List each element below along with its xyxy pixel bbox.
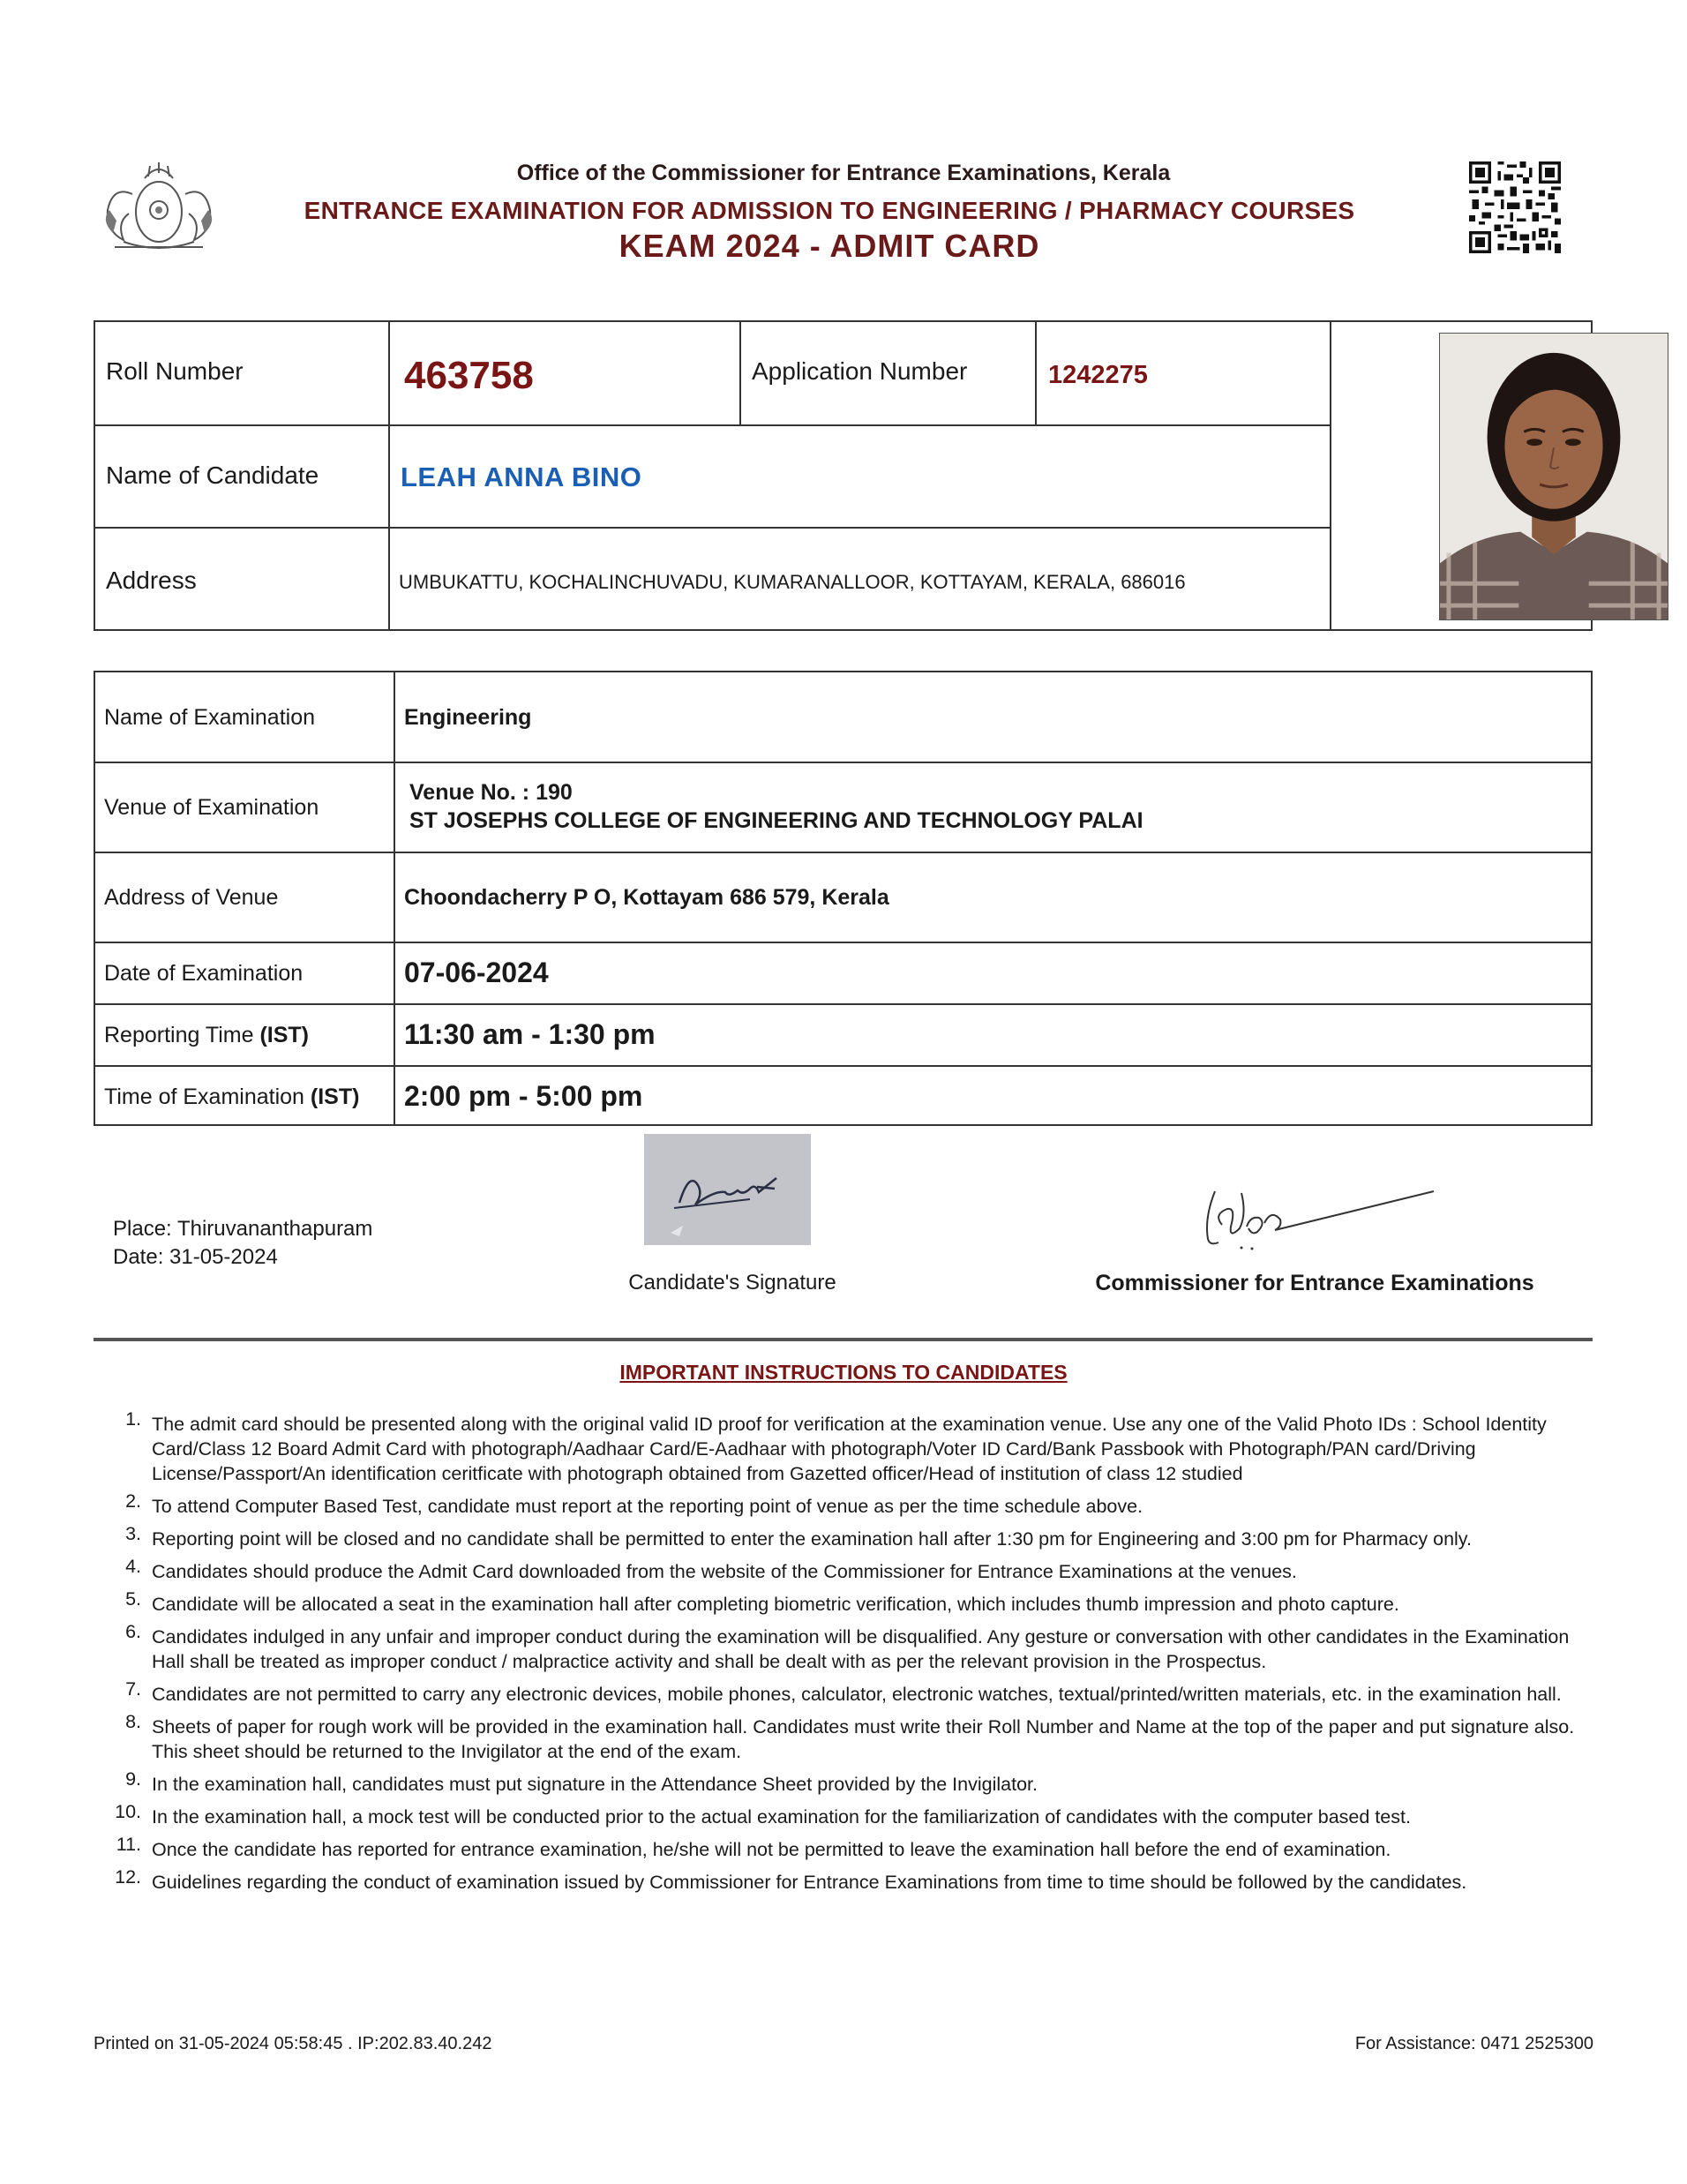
instruction-number: 12.: [115, 1866, 141, 1888]
commissioner-signature-image: [1196, 1174, 1443, 1253]
address-value: UMBUKATTU, KOCHALINCHUVADU, KUMARANALLOOR, KOTTAYAM, KERALA, 686016: [399, 571, 1186, 593]
candidate-details-table: [94, 320, 1593, 631]
venue-number: Venue No. : 190: [409, 780, 573, 805]
reporting-time-value: 11:30 am - 1:30 pm: [404, 1018, 656, 1050]
instruction-text: Once the candidate has reported for entrance examination, he/she will not be permitted to leave the examination hall before the end of examination.: [152, 1839, 1391, 1860]
instruction-item: [125, 1408, 1588, 1486]
candidate-photo: [1439, 333, 1668, 620]
exam-time-label: Time of Examination (IST): [104, 1084, 360, 1109]
instructions-list: [115, 1408, 1588, 1903]
instruction-number: 1.: [125, 1408, 141, 1430]
instruction-text: The admit card should be presented along with the original valid ID proof for verification at the examination venue. Use any one of the Valid Photo IDs : School Identity Card/Class 12 Board Admit Card with photograph/Aadhaar Card/E-Aadhaar with photograph/Voter ID Card/Bank Passbook with Photograph/PAN card/Driving License/Passport/An identification ceritficate with photograph obtained from Gazetted officer/Head of institution of class 12 studied: [152, 1414, 1547, 1484]
instruction-text: In the examination hall, a mock test will be conducted prior to the actual examination for the familiarization of candidates with the computer based test.: [152, 1806, 1411, 1828]
application-number-label: Application Number: [752, 357, 968, 385]
instruction-item: [125, 1768, 1588, 1797]
instruction-item: [115, 1866, 1588, 1895]
candidate-name-value: LEAH ANNA BINO: [401, 462, 642, 492]
date-text: Date: 31-05-2024: [113, 1245, 278, 1269]
instruction-number: 8.: [125, 1711, 141, 1732]
exam-title: ENTRANCE EXAMINATION FOR ADMISSION TO ENGINEERING / PHARMACY COURSES: [304, 197, 1355, 224]
reporting-time-label: Reporting Time (IST): [104, 1023, 310, 1047]
instruction-text: Candidate will be allocated a seat in the examination hall after completing biometric verification, which includes thumb impression and photo capture.: [152, 1594, 1399, 1615]
exam-name-label: Name of Examination: [104, 705, 316, 730]
exam-date-value: 07-06-2024: [404, 957, 549, 988]
instruction-item: [125, 1678, 1588, 1707]
instruction-text: Candidates are not permitted to carry any electronic devices, mobile phones, calculator, electronic watches, textual/printed/written materials, etc. in the examination hall.: [152, 1684, 1562, 1705]
instruction-text: In the examination hall, candidates must put signature in the Attendance Sheet provided by the Invigilator.: [152, 1774, 1038, 1795]
qr-code-icon: [1469, 161, 1561, 253]
instruction-number: 3.: [125, 1523, 141, 1544]
instruction-number: 5.: [125, 1588, 141, 1610]
address-label: Address: [106, 567, 197, 594]
place-text: Place: Thiruvananthapuram: [113, 1217, 373, 1241]
instruction-text: Reporting point will be closed and no candidate shall be permitted to enter the examination hall after 1:30 pm for Engineering and 3:00 pm for Pharmacy only.: [152, 1528, 1472, 1550]
section-divider: [94, 1338, 1593, 1341]
admit-card-title: KEAM 2024 - ADMIT CARD: [619, 228, 1040, 264]
application-number-value: 1242275: [1048, 361, 1148, 389]
instruction-item: [125, 1621, 1588, 1674]
instruction-item: [125, 1588, 1588, 1617]
instruction-number: 7.: [125, 1678, 141, 1700]
instruction-number: 11.: [116, 1834, 141, 1855]
roll-number-value: 463758: [404, 354, 534, 397]
venue-address-label: Address of Venue: [104, 885, 279, 910]
exam-time-value: 2:00 pm - 5:00 pm: [404, 1080, 643, 1112]
instruction-item: [116, 1834, 1588, 1862]
instruction-text: Guidelines regarding the conduct of examination issued by Commissioner for Entrance Examinations from time to time should be followed by the candidates.: [152, 1872, 1467, 1893]
candidate-signature-caption: Candidate's Signature: [628, 1271, 836, 1295]
instruction-text: Candidates should produce the Admit Card downloaded from the website of the Commissioner for Entrance Examinations at the venues.: [152, 1561, 1297, 1582]
place-date-block: [113, 1215, 372, 1272]
printed-info: Printed on 31-05-2024 05:58:45 . IP:202.83.40.242: [94, 2034, 492, 2053]
commissioner-caption: Commissioner for Entrance Examinations: [1095, 1271, 1534, 1295]
instruction-number: 4.: [125, 1556, 141, 1577]
instructions-title: IMPORTANT INSTRUCTIONS TO CANDIDATES: [619, 1361, 1068, 1384]
instruction-number: 10.: [115, 1801, 141, 1822]
instruction-number: 9.: [125, 1768, 141, 1790]
instruction-item: [125, 1490, 1588, 1519]
instruction-item: [115, 1801, 1588, 1829]
venue-address-value: Choondacherry P O, Kottayam 686 579, Kerala: [404, 885, 889, 910]
venue-name: ST JOSEPHS COLLEGE OF ENGINEERING AND TECHNOLOGY PALAI: [409, 808, 1143, 833]
instruction-item: [125, 1711, 1588, 1764]
instruction-item: [125, 1523, 1588, 1551]
exam-name-value: Engineering: [404, 705, 532, 730]
examination-details-table: [94, 671, 1593, 1126]
candidate-name-label: Name of Candidate: [106, 462, 319, 489]
roll-number-label: Roll Number: [106, 357, 244, 385]
instruction-text: Sheets of paper for rough work will be provided in the examination hall. Candidates must write their Roll Number and Name at the top of the paper and put signature also. This sheet should be returned to the Invigilator at the end of the exam.: [152, 1716, 1575, 1762]
candidate-signature-image: [644, 1134, 811, 1245]
venue-label: Venue of Examination: [104, 795, 319, 820]
instruction-item: [125, 1556, 1588, 1584]
instruction-text: To attend Computer Based Test, candidate must report at the reporting point of venue as per the time schedule above.: [152, 1496, 1143, 1517]
instruction-number: 2.: [125, 1490, 141, 1512]
exam-date-label: Date of Examination: [104, 961, 304, 986]
instruction-number: 6.: [125, 1621, 141, 1642]
office-title: Office of the Commissioner for Entrance Examinations, Kerala: [516, 161, 1171, 185]
assistance-info: For Assistance: 0471 2525300: [1354, 2034, 1593, 2053]
instruction-text: Candidates indulged in any unfair and improper conduct during the examination will be disqualified. Any gesture or conversation with other candidates in the Examination Hall shall be treated as improper conduct / malpractice activity and shall be dealt with as per the relevant provision in the Prospectus.: [152, 1626, 1570, 1672]
